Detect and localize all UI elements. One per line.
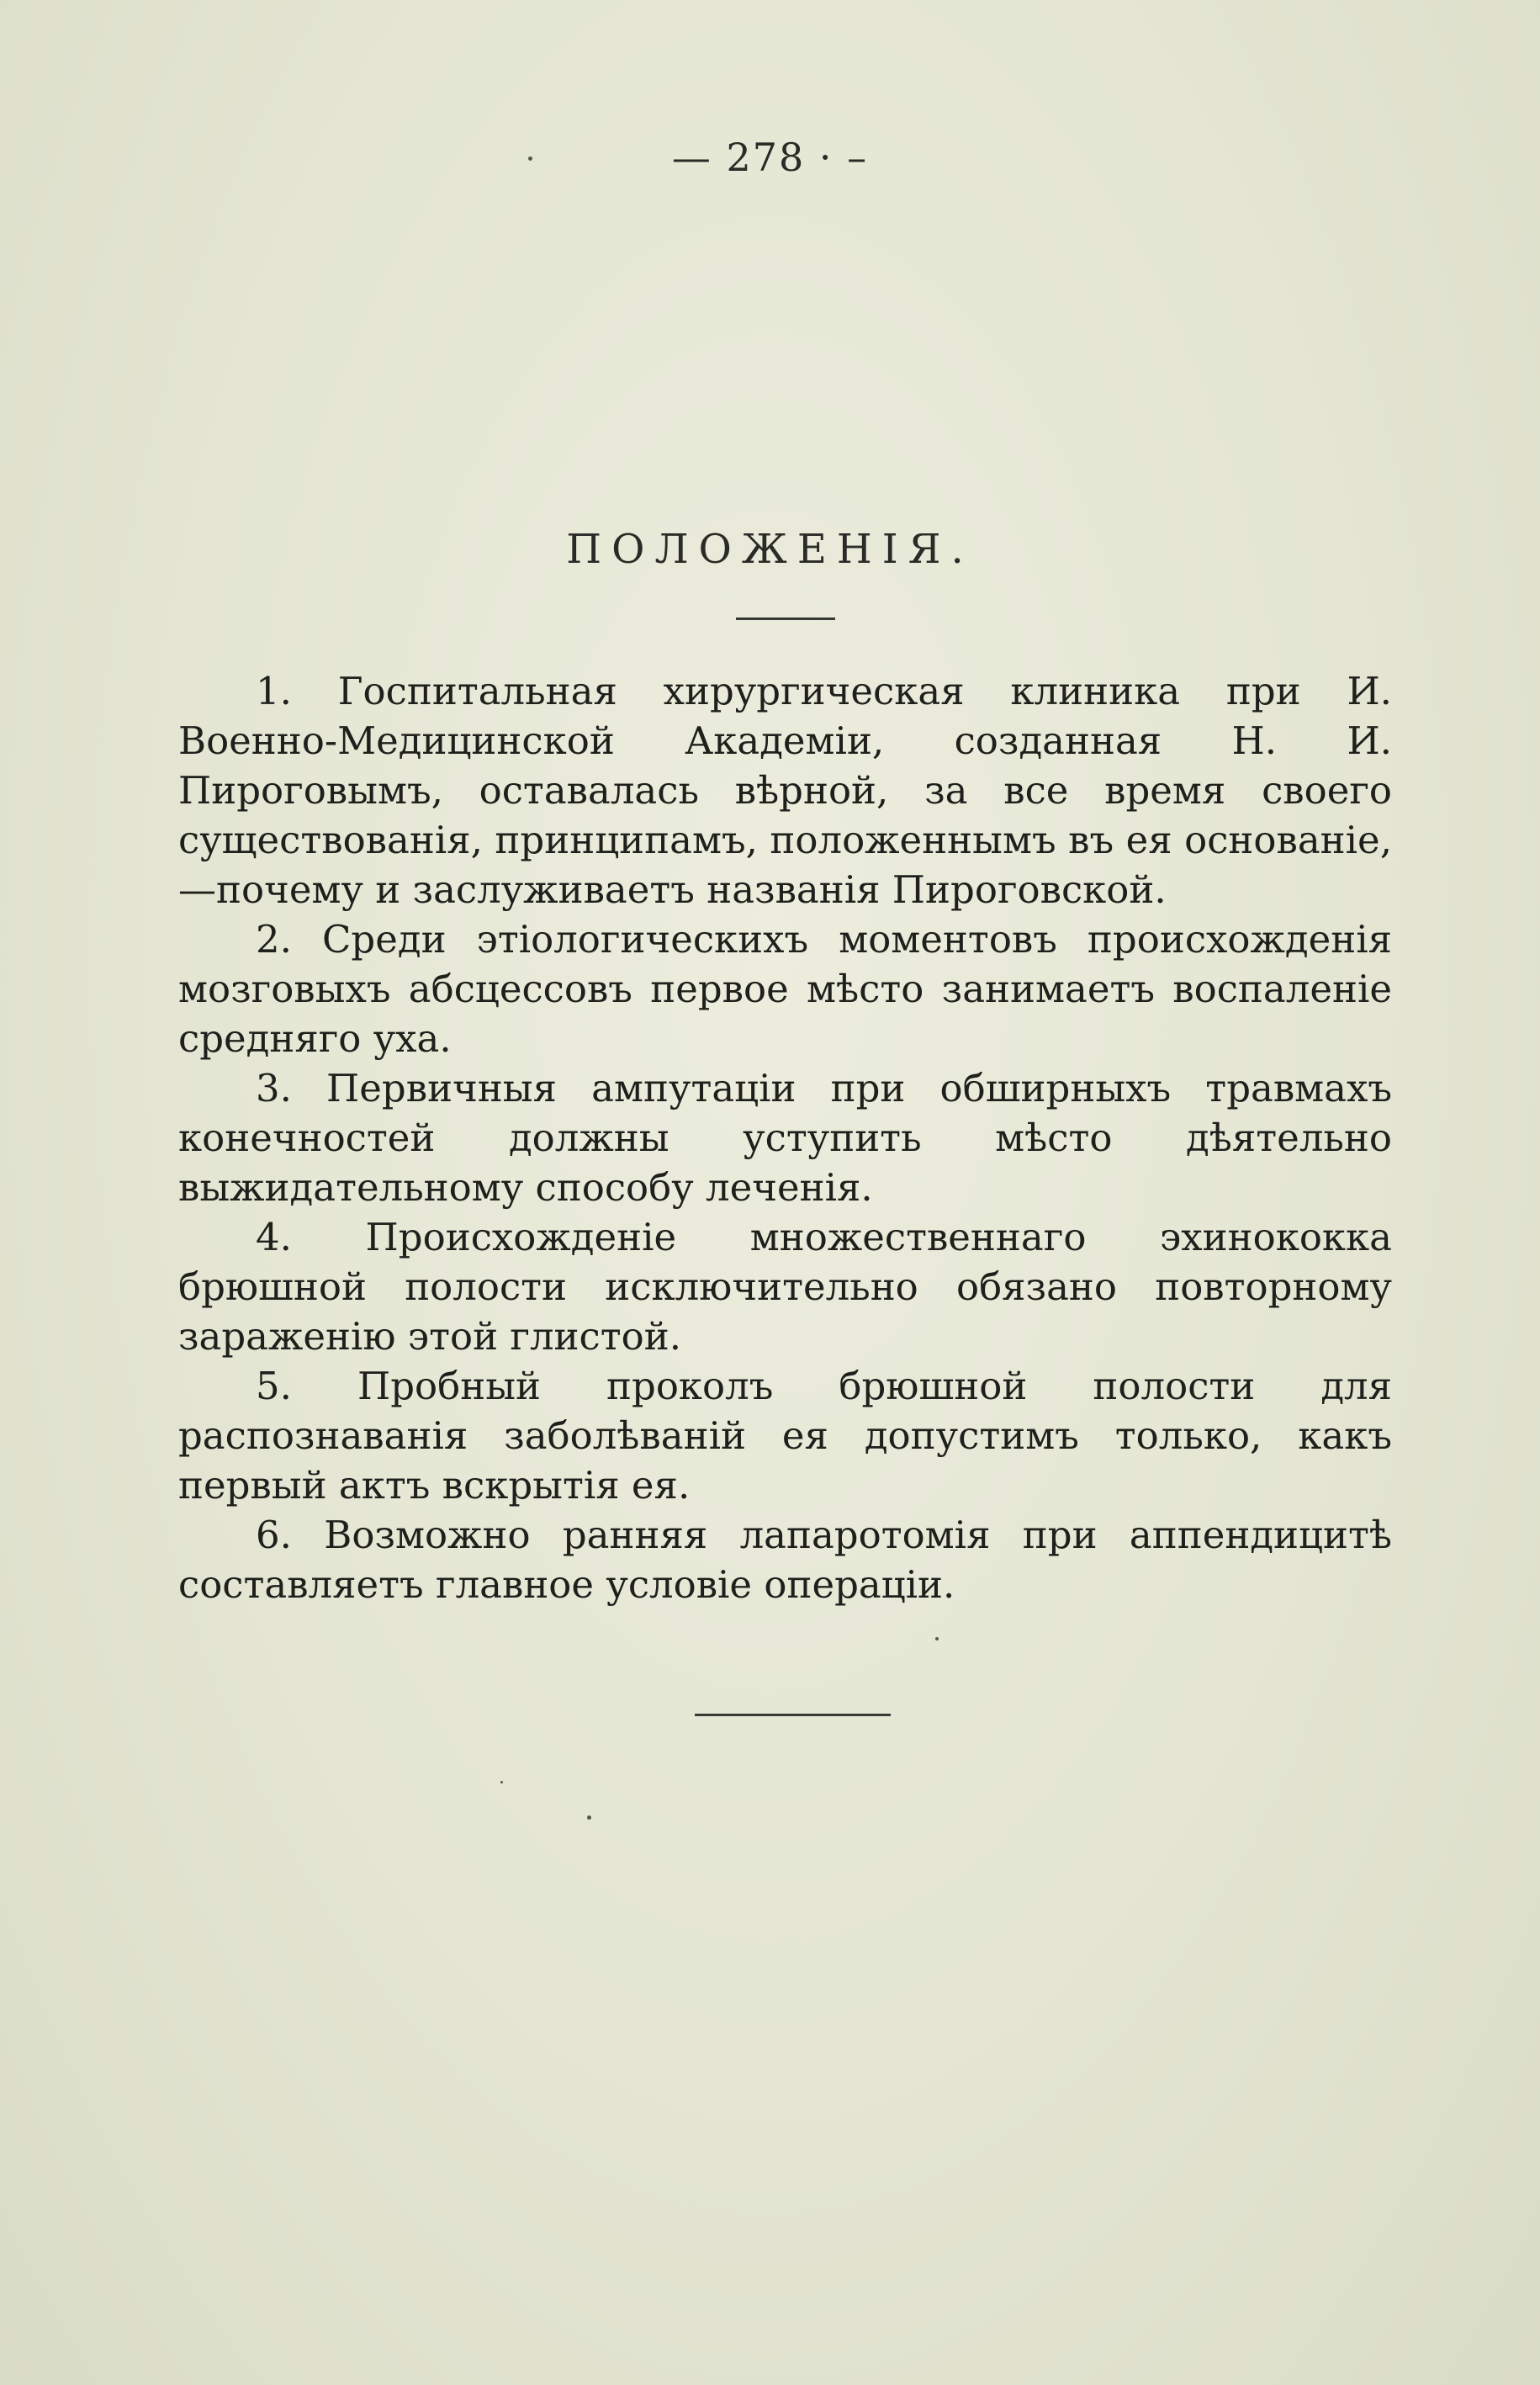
theses-list [178, 666, 1392, 1609]
paper-speck [935, 1637, 939, 1640]
paper-speck [500, 1781, 503, 1783]
end-divider [695, 1714, 891, 1716]
paper-speck [528, 156, 532, 161]
page-number: — 278 · – [671, 135, 869, 180]
paper-speck [587, 1815, 591, 1820]
thesis-item-1: 1. Госпитальная хирургическая клиника при И. Военно-Медицинской Академіи, созданная Н. И. Пироговымъ, оставалась вѣрной, за все время своего существованія, принципамъ, положеннымъ въ ея основаніе,—почему и заслуживаетъ названія Пироговской. [178, 669, 1392, 912]
thesis-item-5: 5. Пробный проколъ брюшной полости для распознаванія заболѣваній ея допустимъ только, какъ первый актъ вскрытія ея. [178, 1364, 1392, 1508]
thesis-item-3: 3. Первичныя ампутаціи при обширныхъ травмахъ конечностей должны уступить мѣсто дѣятельно выжидательному способу леченія. [178, 1066, 1392, 1210]
heading-divider [736, 617, 835, 620]
thesis-item-2: 2. Среди этіологическихъ моментовъ происхожденія мозговыхъ абсцессовъ первое мѣсто занимаетъ воспаленіе средняго уха. [178, 917, 1392, 1061]
thesis-item-6: 6. Возможно ранняя лапаротомія при аппендицитѣ составляетъ главное условіе операціи. [178, 1513, 1392, 1607]
thesis-item-4: 4. Происхожденіе множественнаго эхинококка брюшной полости исключительно обязано повторному зараженію этой глистой. [178, 1215, 1392, 1359]
section-heading: ПОЛОЖЕНІЯ. [566, 526, 974, 573]
